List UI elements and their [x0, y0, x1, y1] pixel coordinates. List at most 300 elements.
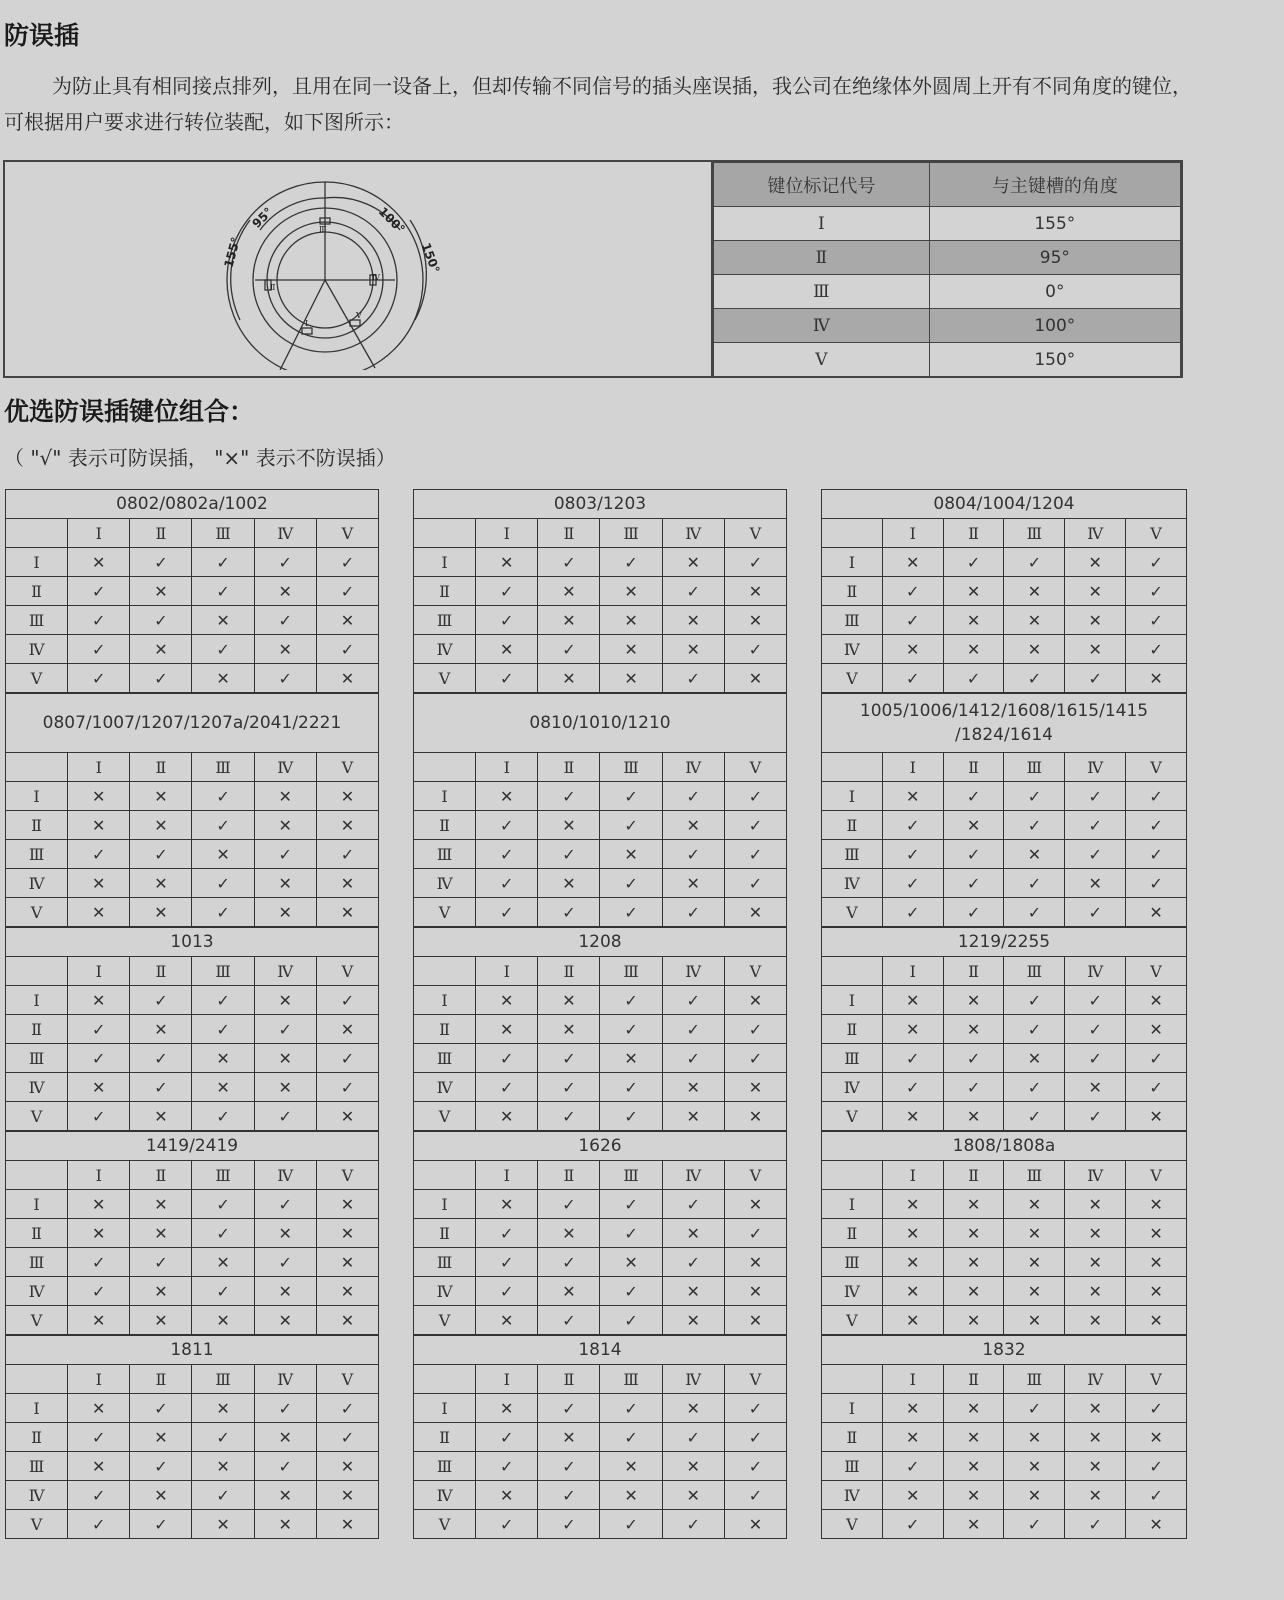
- check-mark: ✓: [316, 986, 378, 1015]
- cross-mark: ✕: [724, 898, 786, 927]
- check-mark: ✓: [130, 548, 192, 577]
- cross-mark: ✕: [1126, 1102, 1187, 1131]
- diagram-mark-1: Ⅰ: [305, 319, 309, 328]
- cross-mark: ✕: [943, 1277, 1004, 1306]
- cross-mark: ✕: [130, 898, 192, 927]
- cross-mark: ✕: [254, 1219, 316, 1248]
- check-mark: ✓: [943, 1044, 1004, 1073]
- cross-mark: ✕: [254, 1277, 316, 1306]
- row-label: Ⅱ: [822, 1219, 883, 1248]
- combination-title: 0804/1004/1204: [822, 490, 1187, 519]
- diagram-mark-2: Ⅱ: [270, 283, 276, 292]
- angle-code: Ⅲ: [714, 275, 930, 309]
- check-mark: ✓: [538, 898, 600, 927]
- combination-row: [414, 1277, 787, 1306]
- combination-table: [413, 693, 787, 927]
- cross-mark: ✕: [476, 1190, 538, 1219]
- column-label: Ⅱ: [943, 957, 1004, 986]
- check-mark: ✓: [538, 1248, 600, 1277]
- combination-title: 1811: [6, 1336, 379, 1365]
- check-mark: ✓: [1004, 1102, 1065, 1131]
- cross-mark: ✕: [882, 1277, 943, 1306]
- combination-title: 1208: [414, 928, 787, 957]
- cross-mark: ✕: [1065, 1248, 1126, 1277]
- cross-mark: ✕: [662, 1277, 724, 1306]
- cross-mark: ✕: [1065, 1219, 1126, 1248]
- combination-table: [5, 489, 379, 693]
- combination-row: [822, 1102, 1187, 1131]
- cross-mark: ✕: [316, 606, 378, 635]
- column-label: Ⅰ: [476, 519, 538, 548]
- combination-row: [414, 898, 787, 927]
- cross-mark: ✕: [68, 782, 130, 811]
- combination-row: [6, 1015, 379, 1044]
- check-mark: ✓: [1126, 1044, 1187, 1073]
- check-mark: ✓: [724, 1394, 786, 1423]
- combination-row: [414, 1190, 787, 1219]
- row-label: Ⅲ: [822, 840, 883, 869]
- cross-mark: ✕: [882, 1190, 943, 1219]
- column-label: Ⅰ: [882, 1365, 943, 1394]
- check-mark: ✓: [476, 1452, 538, 1481]
- corner-cell: [414, 957, 476, 986]
- cross-mark: ✕: [316, 1452, 378, 1481]
- angle-row: [714, 207, 1181, 241]
- cross-mark: ✕: [662, 1073, 724, 1102]
- cross-mark: ✕: [1065, 1394, 1126, 1423]
- check-mark: ✓: [1065, 898, 1126, 927]
- cross-mark: ✕: [1126, 1219, 1187, 1248]
- combination-row: [6, 1510, 379, 1539]
- diagram-mark-5: Ⅴ: [356, 311, 362, 320]
- check-mark: ✓: [1004, 1394, 1065, 1423]
- cross-mark: ✕: [882, 635, 943, 664]
- cross-mark: ✕: [254, 1044, 316, 1073]
- column-label: Ⅱ: [130, 957, 192, 986]
- combination-row: [414, 606, 787, 635]
- cross-mark: ✕: [254, 1510, 316, 1539]
- row-label: Ⅲ: [822, 1044, 883, 1073]
- check-mark: ✓: [943, 840, 1004, 869]
- row-label: Ⅲ: [822, 1452, 883, 1481]
- check-mark: ✓: [662, 898, 724, 927]
- column-gap: [379, 489, 413, 1539]
- cross-mark: ✕: [192, 1073, 254, 1102]
- row-label: Ⅱ: [6, 577, 68, 606]
- cross-mark: ✕: [724, 986, 786, 1015]
- check-mark: ✓: [943, 548, 1004, 577]
- row-label: Ⅴ: [822, 1102, 883, 1131]
- angle-table-header-angle: 与主键槽的角度: [929, 163, 1180, 207]
- check-mark: ✓: [192, 1190, 254, 1219]
- row-label: Ⅴ: [6, 1306, 68, 1335]
- cross-mark: ✕: [662, 1394, 724, 1423]
- check-mark: ✓: [538, 782, 600, 811]
- combination-row: [6, 664, 379, 693]
- corner-cell: [6, 519, 68, 548]
- check-mark: ✓: [192, 869, 254, 898]
- combination-row: [414, 1510, 787, 1539]
- row-label: Ⅴ: [822, 664, 883, 693]
- column-label: Ⅳ: [254, 753, 316, 782]
- column-label: Ⅴ: [316, 1161, 378, 1190]
- angle-row: [714, 309, 1181, 343]
- combination-grid: [5, 489, 1187, 1539]
- cross-mark: ✕: [1004, 1277, 1065, 1306]
- column-label: Ⅳ: [1065, 753, 1126, 782]
- check-mark: ✓: [68, 1044, 130, 1073]
- row-label: Ⅱ: [822, 1423, 883, 1452]
- cross-mark: ✕: [316, 782, 378, 811]
- check-mark: ✓: [192, 782, 254, 811]
- combination-row: [6, 635, 379, 664]
- column-label: Ⅳ: [1065, 1365, 1126, 1394]
- combination-title: 1832: [822, 1336, 1187, 1365]
- column-label: Ⅲ: [600, 1161, 662, 1190]
- check-mark: ✓: [476, 1510, 538, 1539]
- combination-table: [413, 1335, 787, 1539]
- column-label: Ⅰ: [68, 1161, 130, 1190]
- row-label: Ⅲ: [6, 1248, 68, 1277]
- combination-row: [822, 1452, 1187, 1481]
- cross-mark: ✕: [1126, 986, 1187, 1015]
- combination-row: [6, 548, 379, 577]
- check-mark: ✓: [882, 1044, 943, 1073]
- row-label: Ⅴ: [6, 664, 68, 693]
- combination-row: [414, 1102, 787, 1131]
- cross-mark: ✕: [724, 1277, 786, 1306]
- combination-row: [414, 664, 787, 693]
- check-mark: ✓: [538, 1073, 600, 1102]
- row-label: Ⅱ: [822, 811, 883, 840]
- cross-mark: ✕: [882, 1306, 943, 1335]
- cross-mark: ✕: [538, 664, 600, 693]
- column-label: Ⅳ: [1065, 1161, 1126, 1190]
- check-mark: ✓: [316, 548, 378, 577]
- row-label: Ⅱ: [414, 577, 476, 606]
- check-mark: ✓: [724, 1481, 786, 1510]
- row-label: Ⅴ: [414, 1306, 476, 1335]
- column-label: Ⅳ: [1065, 519, 1126, 548]
- row-label: Ⅳ: [822, 1481, 883, 1510]
- combination-column: [5, 489, 379, 1539]
- cross-mark: ✕: [130, 1277, 192, 1306]
- row-label: Ⅳ: [6, 869, 68, 898]
- cross-mark: ✕: [68, 811, 130, 840]
- cross-mark: ✕: [1065, 1452, 1126, 1481]
- cross-mark: ✕: [600, 1044, 662, 1073]
- check-mark: ✓: [1065, 1102, 1126, 1131]
- row-label: Ⅳ: [822, 869, 883, 898]
- cross-mark: ✕: [130, 635, 192, 664]
- check-mark: ✓: [1126, 577, 1187, 606]
- angle-value: 0°: [929, 275, 1180, 309]
- check-mark: ✓: [316, 1073, 378, 1102]
- check-mark: ✓: [1126, 840, 1187, 869]
- cross-mark: ✕: [476, 1394, 538, 1423]
- combination-row: [414, 548, 787, 577]
- check-mark: ✓: [538, 840, 600, 869]
- check-mark: ✓: [662, 577, 724, 606]
- check-mark: ✓: [476, 811, 538, 840]
- combination-row: [6, 1219, 379, 1248]
- column-label: Ⅱ: [538, 519, 600, 548]
- row-label: Ⅲ: [414, 840, 476, 869]
- check-mark: ✓: [192, 811, 254, 840]
- row-label: Ⅲ: [6, 840, 68, 869]
- combination-row: [822, 782, 1187, 811]
- check-mark: ✓: [68, 1481, 130, 1510]
- cross-mark: ✕: [882, 1219, 943, 1248]
- combination-title: 1005/1006/1412/1608/1615/1415 /1824/1614: [822, 694, 1187, 753]
- check-mark: ✓: [1004, 1015, 1065, 1044]
- cross-mark: ✕: [943, 1510, 1004, 1539]
- check-mark: ✓: [1126, 548, 1187, 577]
- check-mark: ✓: [130, 986, 192, 1015]
- check-mark: ✓: [316, 635, 378, 664]
- column-label: Ⅴ: [724, 957, 786, 986]
- row-label: Ⅲ: [822, 1248, 883, 1277]
- check-mark: ✓: [1065, 986, 1126, 1015]
- corner-cell: [822, 1161, 883, 1190]
- corner-cell: [6, 1365, 68, 1394]
- cross-mark: ✕: [316, 1190, 378, 1219]
- check-mark: ✓: [724, 811, 786, 840]
- cross-mark: ✕: [882, 548, 943, 577]
- check-mark: ✓: [538, 1102, 600, 1131]
- combination-row: [414, 869, 787, 898]
- check-mark: ✓: [724, 1015, 786, 1044]
- check-mark: ✓: [882, 606, 943, 635]
- combination-row: [6, 1277, 379, 1306]
- check-mark: ✓: [600, 548, 662, 577]
- check-mark: ✓: [1065, 840, 1126, 869]
- column-label: Ⅱ: [130, 753, 192, 782]
- check-mark: ✓: [662, 1248, 724, 1277]
- column-label: Ⅰ: [476, 753, 538, 782]
- cross-mark: ✕: [316, 1248, 378, 1277]
- check-mark: ✓: [662, 1044, 724, 1073]
- check-mark: ✓: [1065, 1044, 1126, 1073]
- cross-mark: ✕: [68, 1190, 130, 1219]
- cross-mark: ✕: [1065, 1277, 1126, 1306]
- column-label: Ⅳ: [254, 519, 316, 548]
- column-label: Ⅰ: [68, 753, 130, 782]
- check-mark: ✓: [662, 986, 724, 1015]
- cross-mark: ✕: [1004, 1248, 1065, 1277]
- cross-mark: ✕: [130, 811, 192, 840]
- cross-mark: ✕: [943, 1190, 1004, 1219]
- corner-cell: [822, 519, 883, 548]
- combination-row: [822, 1015, 1187, 1044]
- combination-column: [413, 489, 787, 1539]
- column-label: Ⅰ: [882, 519, 943, 548]
- column-label: Ⅲ: [1004, 753, 1065, 782]
- check-mark: ✓: [192, 1219, 254, 1248]
- check-mark: ✓: [662, 664, 724, 693]
- check-mark: ✓: [724, 635, 786, 664]
- angle-value: 95°: [929, 241, 1180, 275]
- row-label: Ⅰ: [822, 1394, 883, 1423]
- cross-mark: ✕: [130, 1015, 192, 1044]
- column-label: Ⅴ: [724, 753, 786, 782]
- column-label: Ⅳ: [662, 957, 724, 986]
- check-mark: ✓: [538, 548, 600, 577]
- combination-title: 1626: [414, 1132, 787, 1161]
- cross-mark: ✕: [68, 1306, 130, 1335]
- check-mark: ✓: [943, 898, 1004, 927]
- check-mark: ✓: [254, 1248, 316, 1277]
- row-label: Ⅰ: [414, 782, 476, 811]
- check-mark: ✓: [1126, 1394, 1187, 1423]
- row-label: Ⅲ: [414, 1248, 476, 1277]
- page-title: 防误插: [4, 21, 80, 50]
- cross-mark: ✕: [538, 1015, 600, 1044]
- cross-mark: ✕: [943, 1423, 1004, 1452]
- check-mark: ✓: [254, 606, 316, 635]
- check-mark: ✓: [600, 1277, 662, 1306]
- corner-cell: [414, 1161, 476, 1190]
- check-mark: ✓: [254, 840, 316, 869]
- combination-table: [5, 1131, 379, 1335]
- cross-mark: ✕: [192, 1394, 254, 1423]
- cross-mark: ✕: [192, 1452, 254, 1481]
- combination-table: [821, 1335, 1187, 1539]
- column-label: Ⅴ: [724, 519, 786, 548]
- check-mark: ✓: [662, 1423, 724, 1452]
- check-mark: ✓: [724, 840, 786, 869]
- combination-row: [414, 1423, 787, 1452]
- combination-table: [413, 927, 787, 1131]
- combination-row: [822, 1219, 1187, 1248]
- cross-mark: ✕: [68, 1073, 130, 1102]
- check-mark: ✓: [476, 606, 538, 635]
- cross-mark: ✕: [1004, 635, 1065, 664]
- cross-mark: ✕: [316, 1306, 378, 1335]
- cross-mark: ✕: [1065, 1073, 1126, 1102]
- cross-mark: ✕: [662, 869, 724, 898]
- check-mark: ✓: [476, 898, 538, 927]
- cross-mark: ✕: [1065, 635, 1126, 664]
- check-mark: ✓: [254, 548, 316, 577]
- combination-row: [414, 1481, 787, 1510]
- combination-title: 1808/1808a: [822, 1132, 1187, 1161]
- cross-mark: ✕: [476, 548, 538, 577]
- combination-title: 1013: [6, 928, 379, 957]
- cross-mark: ✕: [882, 1102, 943, 1131]
- check-mark: ✓: [130, 1248, 192, 1277]
- combination-row: [822, 1073, 1187, 1102]
- check-mark: ✓: [600, 782, 662, 811]
- combination-row: [414, 1452, 787, 1481]
- column-label: Ⅰ: [476, 1365, 538, 1394]
- cross-mark: ✕: [882, 1394, 943, 1423]
- cross-mark: ✕: [943, 811, 1004, 840]
- column-label: Ⅱ: [538, 1161, 600, 1190]
- column-gap: [787, 489, 821, 1539]
- check-mark: ✓: [1065, 811, 1126, 840]
- intro-paragraph: 为防止具有相同接点排列，且用在同一设备上，但却传输不同信号的插头座误插，我公司在绝缘体外圆周上开有不同角度的键位，可根据用户要求进行转位装配，如下图所示：: [4, 74, 1192, 134]
- check-mark: ✓: [192, 577, 254, 606]
- row-label: Ⅰ: [6, 782, 68, 811]
- key-position-diagram: [5, 162, 713, 376]
- combination-row: [6, 898, 379, 927]
- cross-mark: ✕: [724, 606, 786, 635]
- row-label: Ⅳ: [822, 1073, 883, 1102]
- check-mark: ✓: [68, 577, 130, 606]
- column-label: Ⅱ: [130, 1365, 192, 1394]
- check-mark: ✓: [192, 1423, 254, 1452]
- check-mark: ✓: [1126, 869, 1187, 898]
- cross-mark: ✕: [68, 986, 130, 1015]
- check-mark: ✓: [943, 869, 1004, 898]
- diagram-mark-4: Ⅳ: [372, 273, 380, 282]
- cross-mark: ✕: [943, 986, 1004, 1015]
- check-mark: ✓: [1004, 869, 1065, 898]
- check-mark: ✓: [68, 606, 130, 635]
- check-mark: ✓: [130, 664, 192, 693]
- cross-mark: ✕: [254, 869, 316, 898]
- row-label: Ⅰ: [414, 548, 476, 577]
- column-label: Ⅱ: [943, 1161, 1004, 1190]
- row-label: Ⅳ: [6, 1277, 68, 1306]
- angle-code: Ⅱ: [714, 241, 930, 275]
- column-label: Ⅰ: [68, 957, 130, 986]
- column-label: Ⅲ: [1004, 957, 1065, 986]
- row-label: Ⅲ: [822, 606, 883, 635]
- combination-row: [822, 548, 1187, 577]
- cross-mark: ✕: [538, 1219, 600, 1248]
- column-label: Ⅴ: [316, 753, 378, 782]
- row-label: Ⅴ: [822, 1510, 883, 1539]
- cross-mark: ✕: [600, 664, 662, 693]
- column-label: Ⅲ: [1004, 1365, 1065, 1394]
- cross-mark: ✕: [1065, 577, 1126, 606]
- check-mark: ✓: [68, 635, 130, 664]
- check-mark: ✓: [68, 664, 130, 693]
- combination-row: [6, 986, 379, 1015]
- check-mark: ✓: [1004, 664, 1065, 693]
- column-label: Ⅲ: [600, 519, 662, 548]
- row-label: Ⅰ: [822, 986, 883, 1015]
- combination-row: [822, 840, 1187, 869]
- row-label: Ⅰ: [414, 986, 476, 1015]
- check-mark: ✓: [600, 1510, 662, 1539]
- check-mark: ✓: [192, 1102, 254, 1131]
- check-mark: ✓: [476, 869, 538, 898]
- combination-table: [5, 1335, 379, 1539]
- row-label: Ⅴ: [414, 1510, 476, 1539]
- check-mark: ✓: [600, 898, 662, 927]
- cross-mark: ✕: [600, 577, 662, 606]
- check-mark: ✓: [724, 1044, 786, 1073]
- cross-mark: ✕: [538, 811, 600, 840]
- column-label: Ⅱ: [943, 1365, 1004, 1394]
- cross-mark: ✕: [1126, 1423, 1187, 1452]
- cross-mark: ✕: [943, 1394, 1004, 1423]
- check-mark: ✓: [538, 635, 600, 664]
- column-label: Ⅳ: [1065, 957, 1126, 986]
- angle-label-100: 100°: [375, 204, 408, 237]
- cross-mark: ✕: [68, 869, 130, 898]
- row-label: Ⅰ: [6, 986, 68, 1015]
- check-mark: ✓: [724, 869, 786, 898]
- check-mark: ✓: [192, 986, 254, 1015]
- cross-mark: ✕: [943, 606, 1004, 635]
- cross-mark: ✕: [662, 1306, 724, 1335]
- cross-mark: ✕: [476, 1481, 538, 1510]
- column-label: Ⅳ: [254, 1161, 316, 1190]
